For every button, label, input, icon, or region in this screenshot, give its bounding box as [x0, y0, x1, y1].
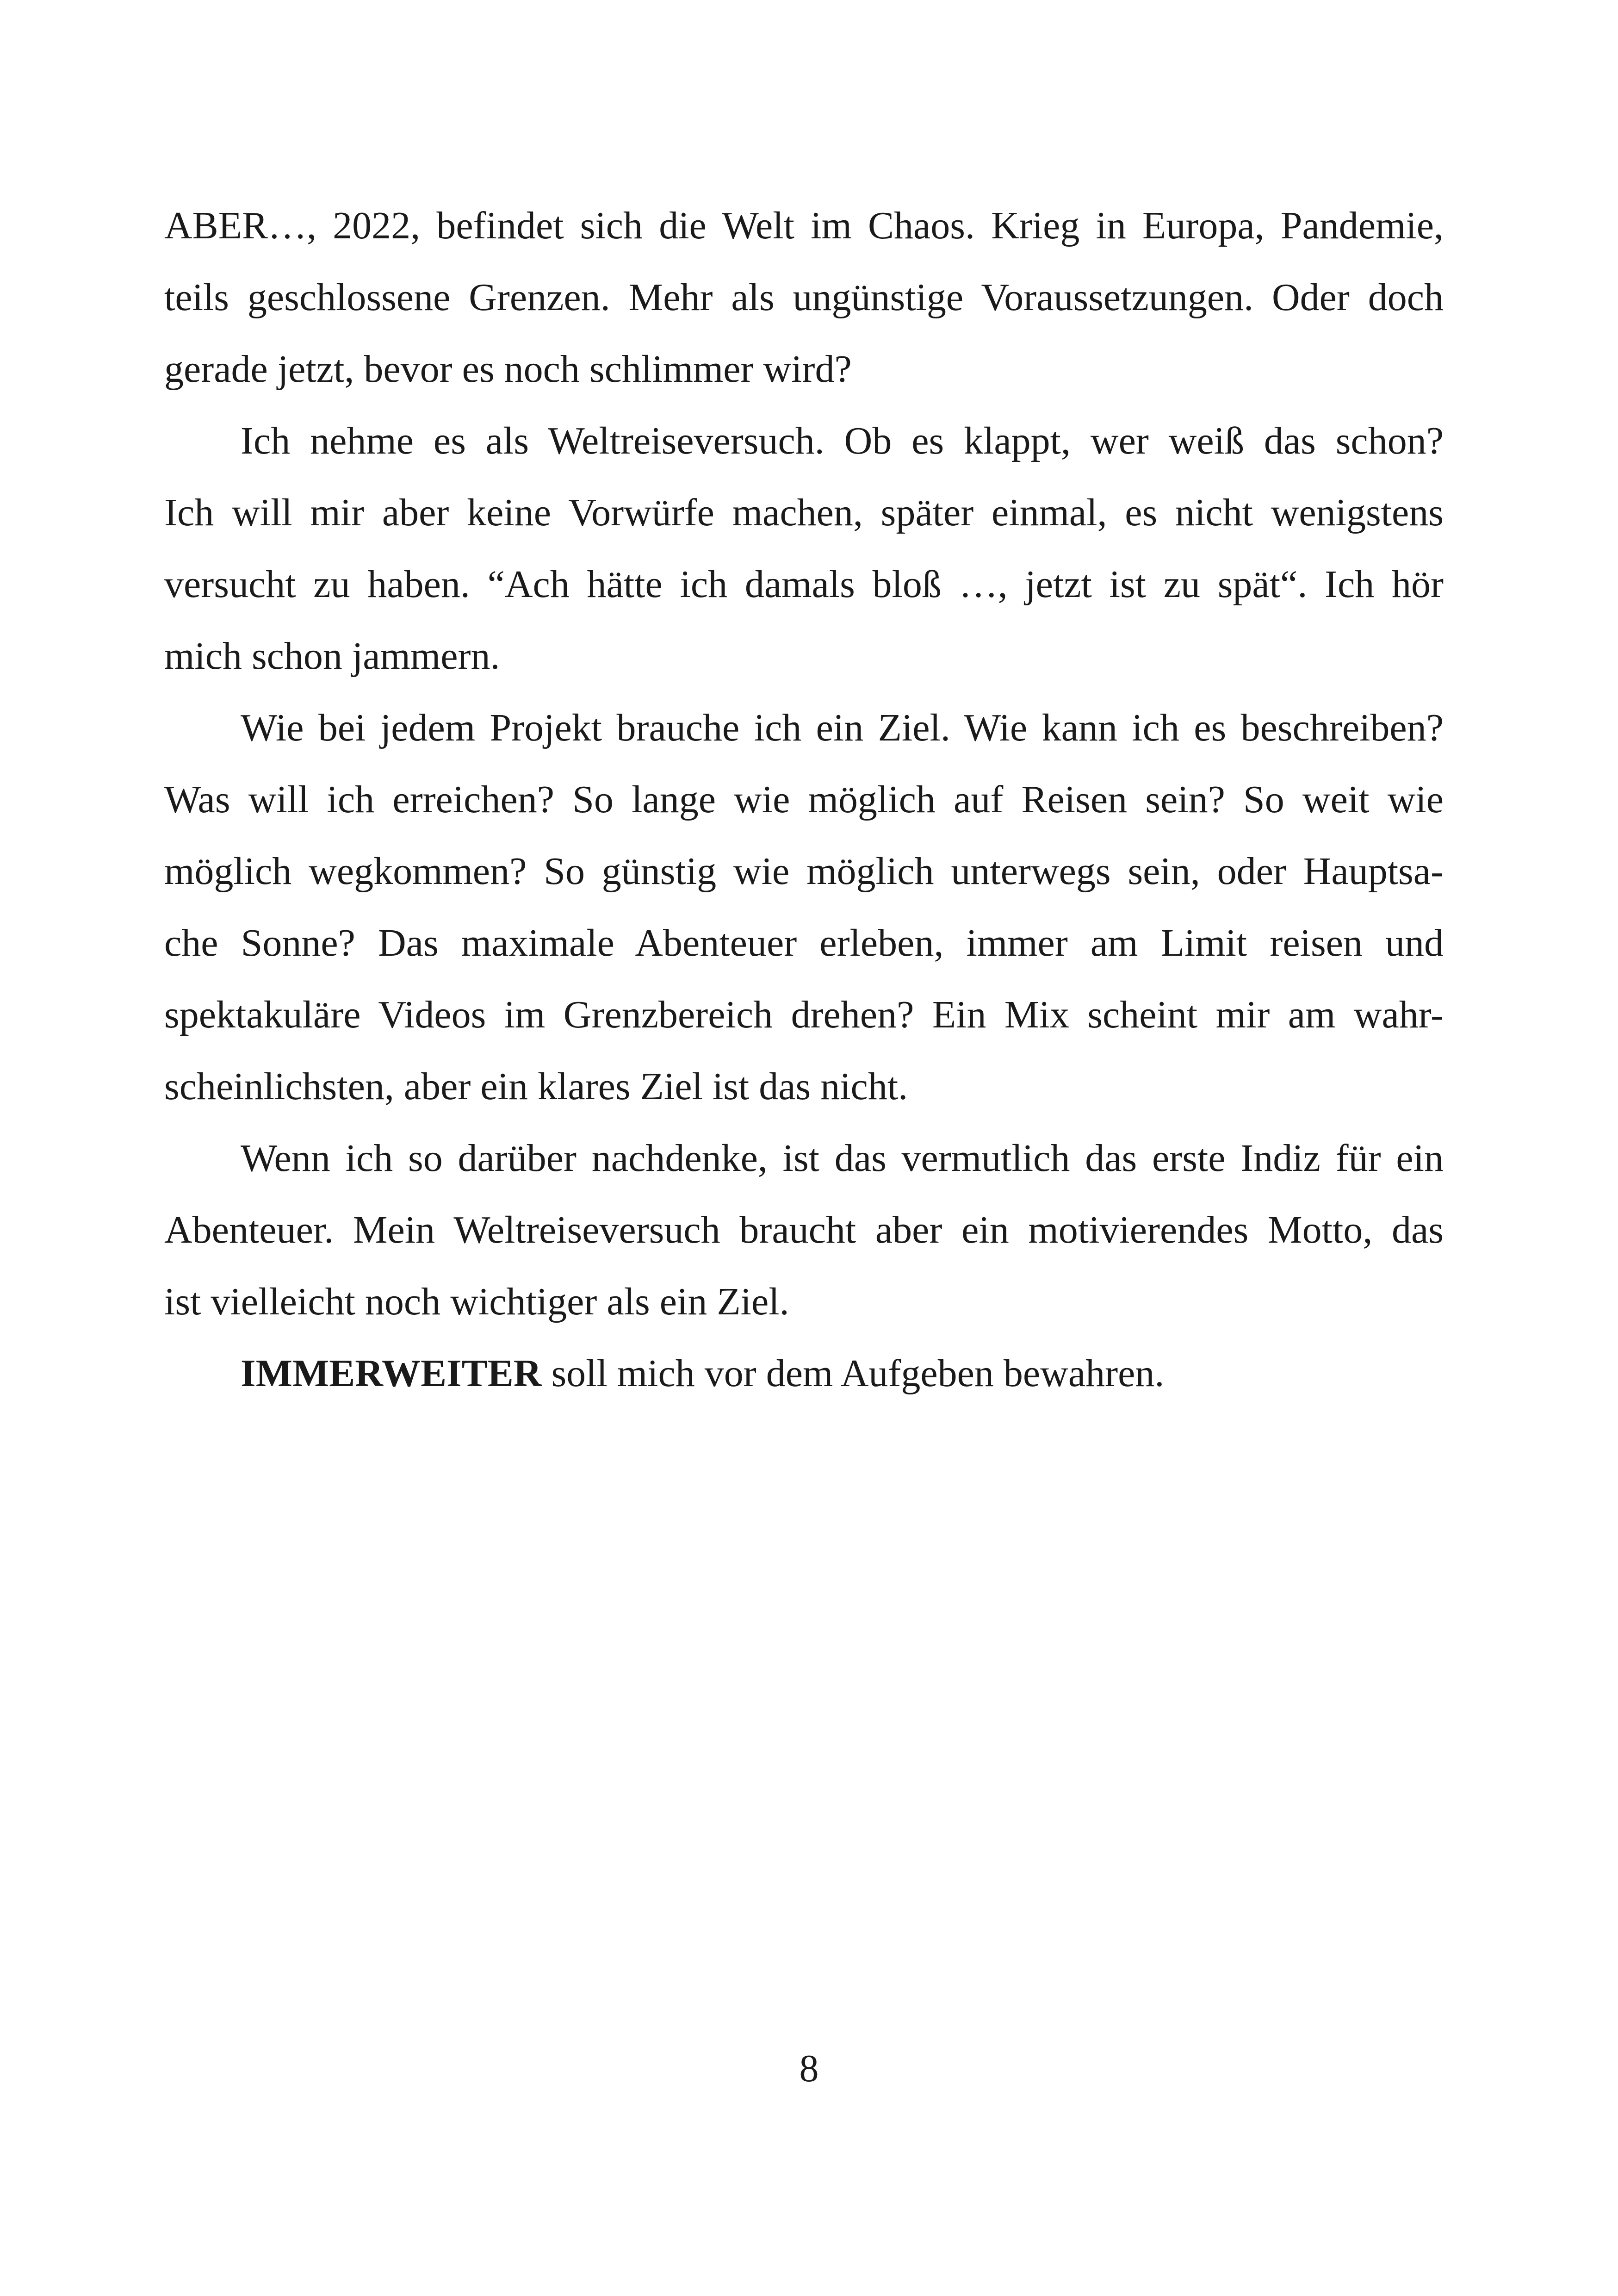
text-line: Abenteuer. Mein Weltreiseversuch braucht aber ein motivierendes Motto, das [164, 1208, 1444, 1251]
paragraph-3 [164, 692, 1444, 1122]
paragraph-5 [164, 1338, 1444, 1409]
text-line: Was will ich erreichen? So lange wie möglich auf Reisen sein? So weit wie [164, 778, 1444, 821]
motto-line [164, 1338, 1444, 1409]
motto-word: IMMERWEITER [241, 1352, 542, 1395]
text-line: ist vielleicht noch wichtiger als ein Ziel. [164, 1280, 789, 1323]
text-line: ABER…, 2022, befindet sich die Welt im Chaos. Krieg in Europa, Pandemie, [164, 204, 1444, 247]
text-line: Ich nehme es als Weltreiseversuch. Ob es klappt, wer weiß das schon? [241, 419, 1444, 462]
paragraph-4 [164, 1122, 1444, 1338]
text-line: mich schon jammern. [164, 635, 500, 678]
page-number: 8 [799, 2047, 819, 2090]
text-line: möglich wegkommen? So günstig wie möglich unterwegs sein, oder Hauptsa- [164, 850, 1444, 893]
text-line: Wenn ich so darüber nachdenke, ist das vermutlich das erste Indiz für ein [241, 1137, 1444, 1180]
text-line: teils geschlossene Grenzen. Mehr als ungünstige Voraussetzungen. Oder doch [164, 276, 1444, 319]
motto-rest: soll mich vor dem Aufgeben bewahren. [541, 1352, 1165, 1395]
text-line: versucht zu haben. “Ach hätte ich damals bloß …, jetzt ist zu spät“. Ich hör [164, 563, 1444, 606]
text-line: gerade jetzt, bevor es noch schlimmer wird? [164, 348, 852, 391]
text-line: spektakuläre Videos im Grenzbereich drehen? Ein Mix scheint mir am wahr- [164, 993, 1444, 1036]
text-line: scheinlichsten, aber ein klares Ziel ist das nicht. [164, 1065, 908, 1108]
body-text [164, 190, 1444, 1409]
paragraph-1 [164, 190, 1444, 405]
text-line: che Sonne? Das maximale Abenteuer erleben, immer am Limit reisen und [164, 921, 1444, 964]
text-line: Ich will mir aber keine Vorwürfe machen, später einmal, es nicht wenigstens [164, 491, 1444, 534]
paragraph-2 [164, 405, 1444, 692]
text-line: Wie bei jedem Projekt brauche ich ein Ziel. Wie kann ich es beschreiben? [241, 706, 1444, 749]
